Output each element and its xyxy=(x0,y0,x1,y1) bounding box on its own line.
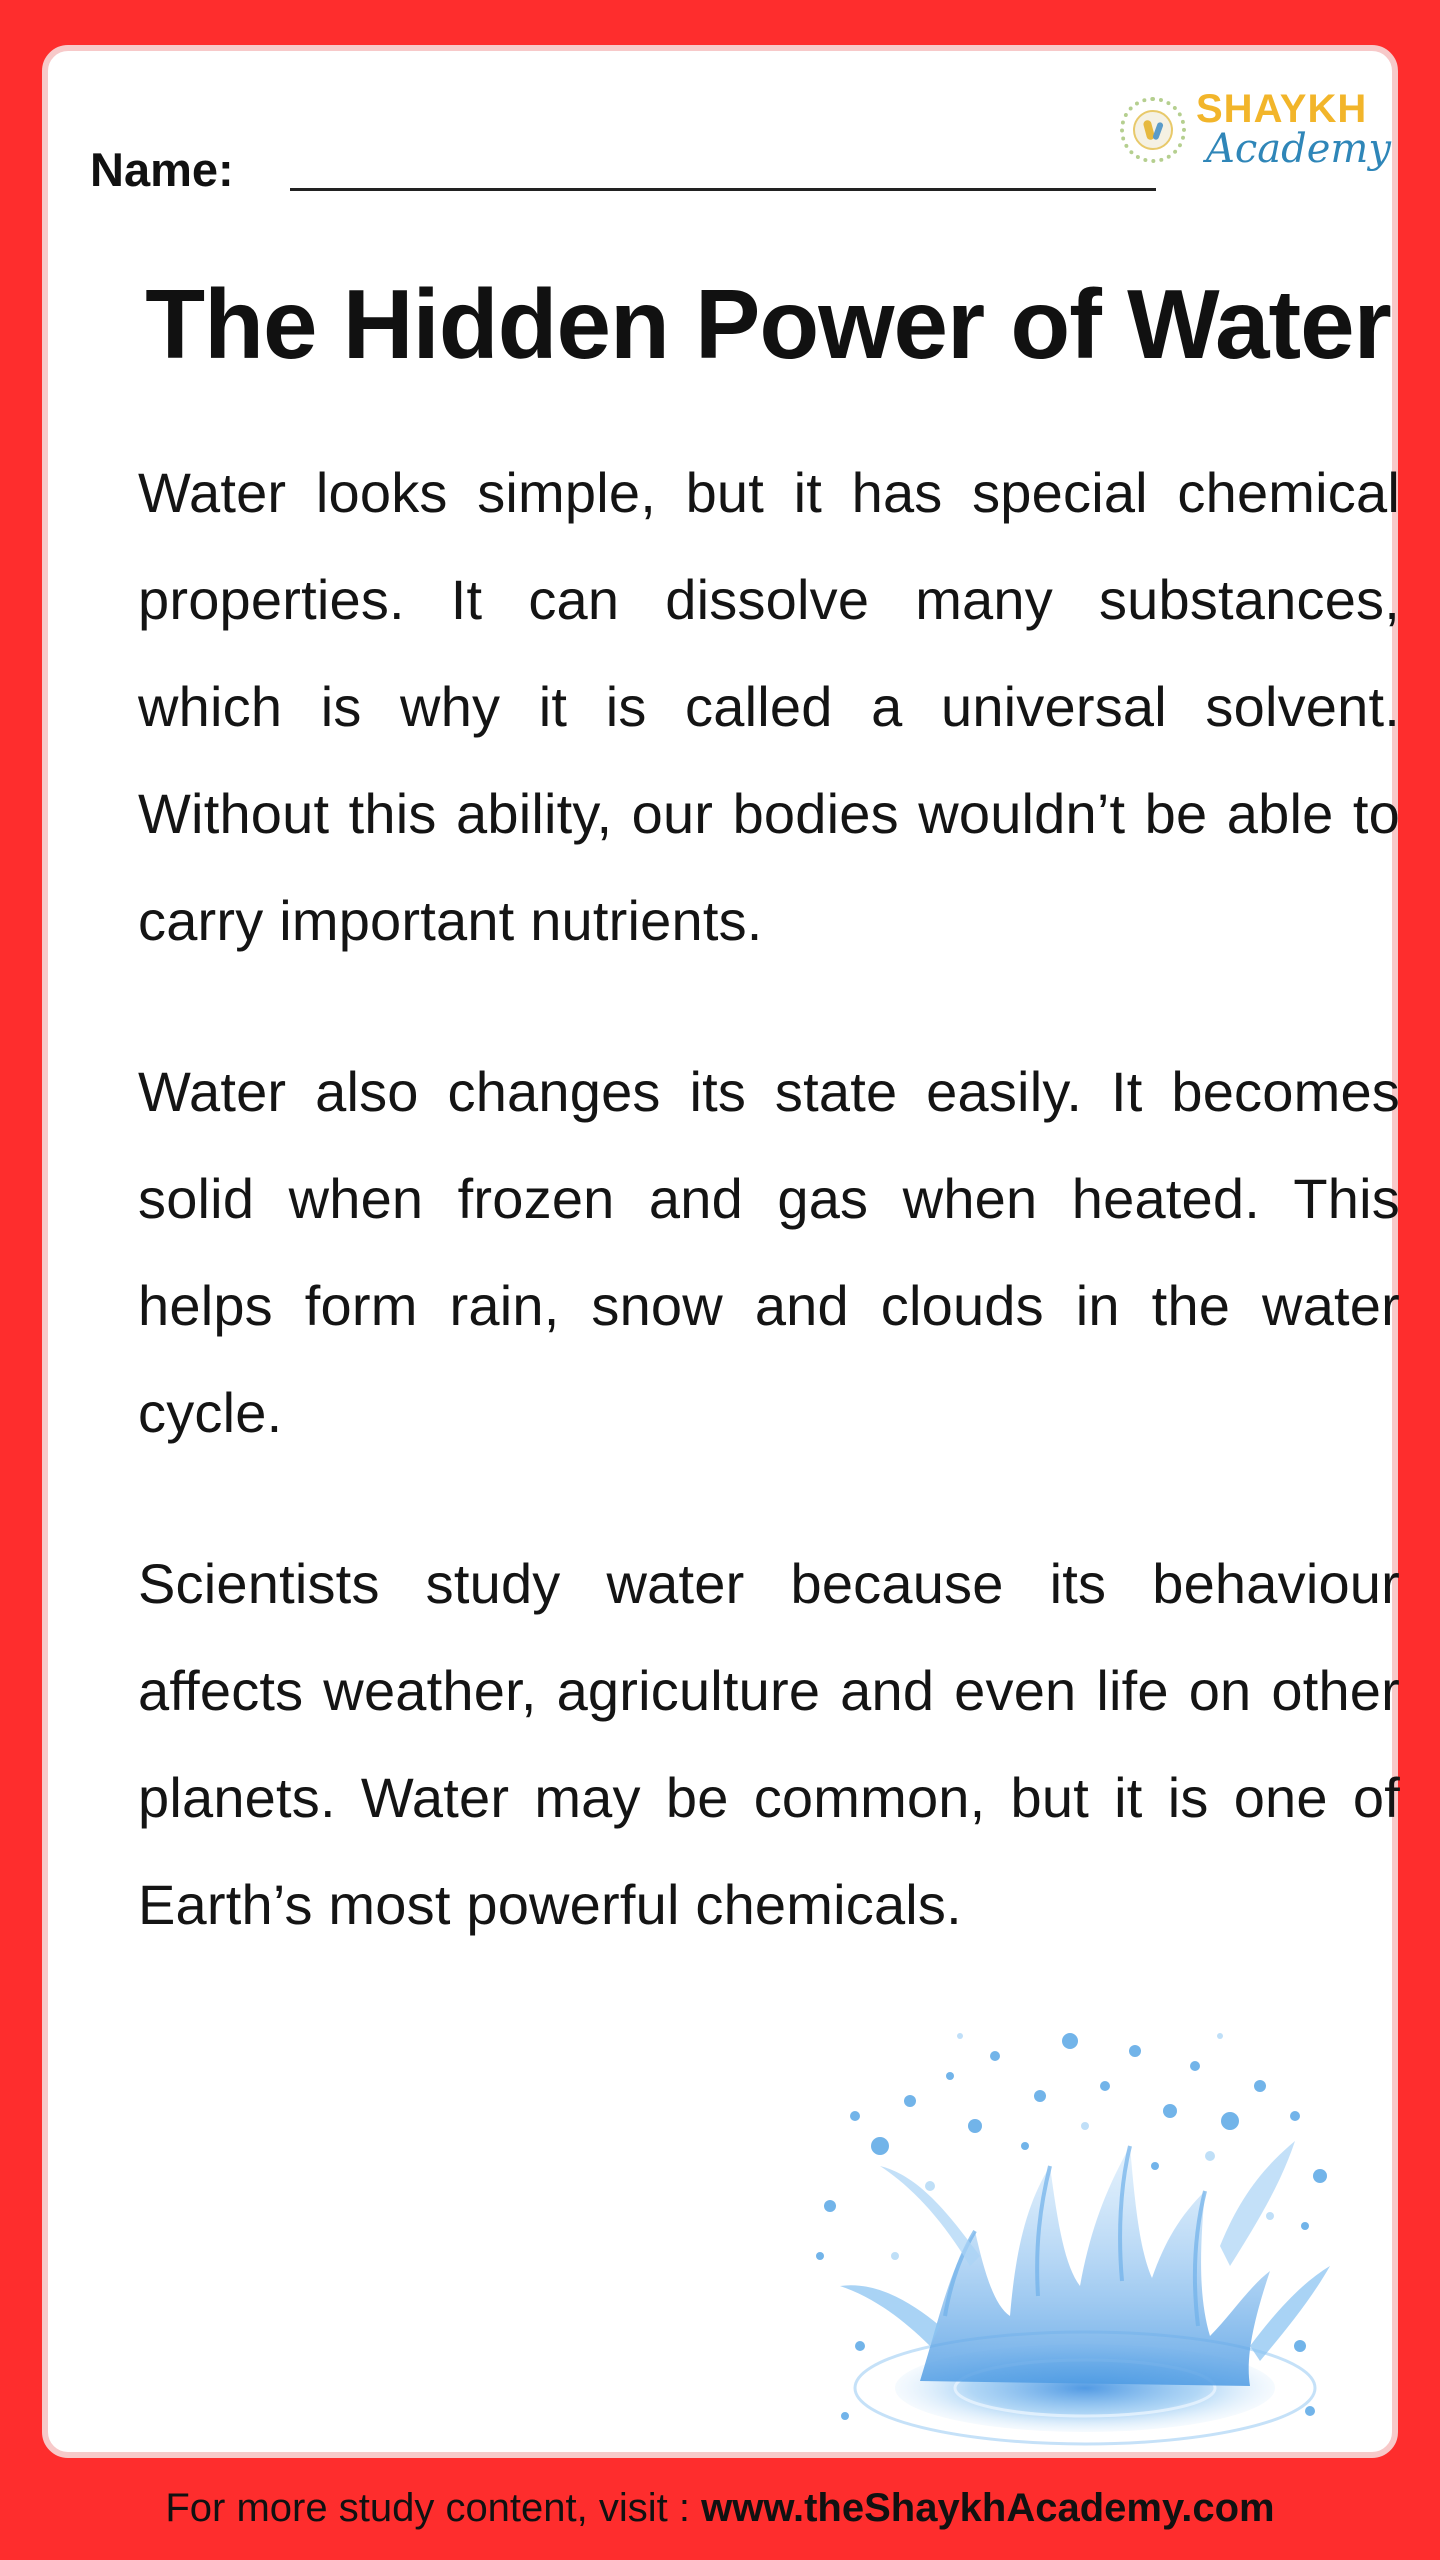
logo-emblem-icon xyxy=(1120,97,1186,163)
footer-website-link[interactable]: www.theShaykhAcademy.com xyxy=(701,2486,1275,2530)
worksheet-sheet xyxy=(42,45,1398,2458)
logo-text-top: SHAYKH xyxy=(1196,87,1368,131)
paragraph-3: Scientists study water because its behaviour affects weather, agriculture and even life on other planets. Water may be common, but it is one of Earth’s most powerful chemicals. xyxy=(138,1552,1400,1936)
footer-prefix: For more study content, visit : xyxy=(165,2486,702,2530)
name-row xyxy=(90,109,1160,199)
paragraph-1: Water looks simple, but it has special chemical properties. It can dissolve many substances, which is why it is called a universal solvent. Without this ability, our bodies wouldn’t be able to carry important nutrients. xyxy=(138,461,1400,952)
shaykh-academy-logo xyxy=(1120,87,1391,175)
page-title: The Hidden Power of Water xyxy=(145,269,1391,379)
water-splash-illustration xyxy=(800,2016,1340,2466)
logo-text-bottom: Academy xyxy=(1206,126,1391,172)
name-write-line xyxy=(290,188,1156,191)
paragraph-2: Water also changes its state easily. It becomes solid when frozen and gas when heated. This helps form rain, snow and clouds in the water cycle. xyxy=(138,1060,1400,1444)
footer xyxy=(0,2470,1440,2546)
article-body xyxy=(138,439,1400,2022)
name-label: Name: xyxy=(90,143,234,196)
